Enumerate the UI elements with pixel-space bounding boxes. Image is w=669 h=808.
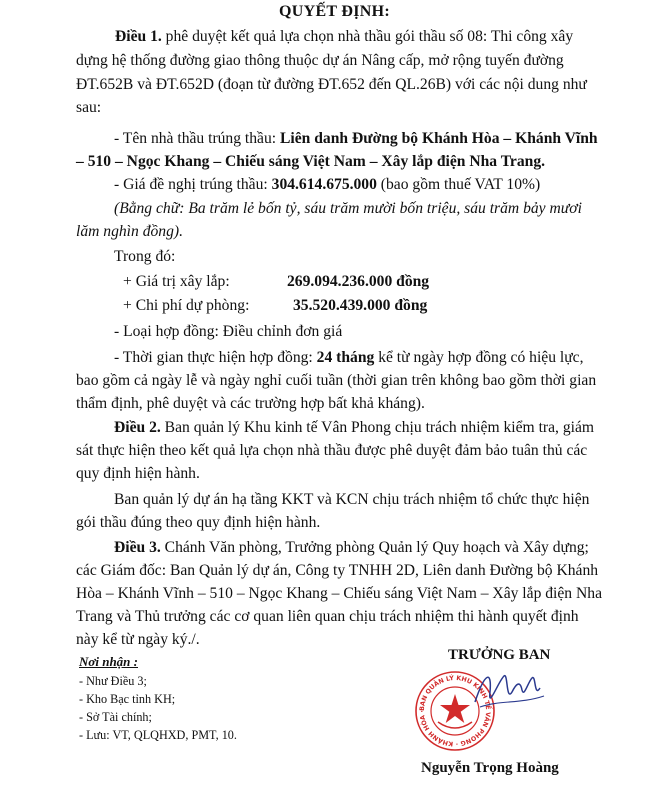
price-prefix: - Giá đề nghị trúng thầu:	[114, 176, 272, 193]
price-suffix: (bao gồm thuế VAT 10%)	[376, 176, 541, 193]
article-2-label: Điều 2.	[114, 419, 161, 436]
duration-line-2: bao gồm cả ngày lễ và ngày nghỉ cuối tuần (thời gian trên không bao gồm thời gian	[76, 372, 597, 389]
breakdown-label-construction: + Giá trị xây lắp:	[123, 273, 230, 290]
winner-prefix: - Tên nhà thầu trúng thầu:	[114, 130, 281, 147]
winner-line-1	[114, 129, 624, 148]
article-1-line-2: dựng hệ thống đường giao thông thuộc dự án Nâng cấp, mở rộng tuyến đường	[76, 52, 564, 69]
winner-name-2: – 510 – Ngọc Khang – Chiếu sáng Việt Nam – Xây lắp điện Nha Trang.	[76, 153, 546, 170]
article-3-label: Điều 3.	[114, 539, 161, 556]
recipient-item: - Như Điều 3;	[79, 674, 147, 688]
article-2-line-1	[114, 418, 624, 437]
article-1-line-3: ĐT.652B và ĐT.652D (đoạn từ đường ĐT.652 đến QL.26B) với các nội dung như	[76, 76, 587, 93]
article-2-line-3: quy định hiện hành.	[76, 465, 200, 482]
recipients-heading: Nơi nhận :	[79, 654, 138, 669]
handwritten-signature	[470, 662, 550, 722]
article-1-label: Điều 1.	[115, 28, 162, 45]
price-line	[114, 175, 624, 194]
signature-stroke	[475, 676, 540, 702]
article-1-line-4: sau:	[76, 99, 102, 116]
duration-line-3: thẩm định, phê duyệt và các trường hợp bất khả kháng).	[76, 395, 425, 412]
article-3-line-3: Hòa – Khánh Vĩnh – 510 – Ngọc Khang – Chiếu sáng Việt Nam – Xây lắp điện Nha	[76, 585, 602, 602]
breakdown-value-contingency: 35.520.439.000 đồng	[293, 297, 428, 314]
article-1-line-1	[115, 27, 625, 46]
breakdown-heading: Trong đó:	[114, 248, 176, 265]
price-words-2: lăm nghìn đồng).	[76, 223, 183, 240]
duration-line-1	[114, 348, 624, 367]
stamp-star-icon	[440, 694, 470, 723]
article-3-line-2: các Giám đốc: Ban Quản lý dự án, Công ty TNHH 2D, Liên danh Đường bộ Khánh	[76, 562, 599, 579]
article-1-text: phê duyệt kết quả lựa chọn nhà thầu gói thầu số 08: Thi công xây	[161, 28, 574, 45]
price-amount: 304.614.675.000	[271, 176, 377, 193]
stamp-text: BAN QUẢN LÝ KHU KINH TẾ VÂN PHONG · KHÁNH HÒA ·	[418, 674, 492, 748]
decision-title: QUYẾT ĐỊNH:	[278, 3, 391, 20]
contract-type: - Loại hợp đồng: Điều chỉnh đơn giá	[114, 323, 343, 340]
article-3-line-1	[114, 538, 624, 557]
article-2-line-2: sát thực hiện theo kết quả lựa chọn nhà thầu được phê duyệt đảm bảo tuân thủ các	[76, 442, 588, 459]
breakdown-label-contingency: + Chi phí dự phòng:	[123, 297, 250, 314]
article-2-text: Ban quản lý Khu kinh tế Vân Phong chịu trách nhiệm kiểm tra, giám	[160, 419, 595, 436]
duration-value: 24 tháng	[316, 349, 375, 366]
duration-suffix: kể từ ngày hợp đồng có hiệu lực,	[374, 349, 584, 366]
pmu-line-1: Ban quản lý dự án hạ tầng KKT và KCN chịu trách nhiệm tổ chức thực hiện	[114, 491, 590, 508]
recipient-item: - Kho Bạc tỉnh KH;	[79, 692, 176, 706]
duration-prefix: - Thời gian thực hiện hợp đồng:	[114, 349, 317, 366]
signer-title: TRƯỞNG BAN	[448, 647, 551, 663]
breakdown-value-construction: 269.094.236.000 đồng	[287, 273, 430, 290]
recipient-item: - Sở Tài chính;	[79, 710, 152, 724]
price-words-1: (Bằng chữ: Ba trăm lẻ bốn tỷ, sáu trăm mười bốn triệu, sáu trăm bảy mươi	[114, 200, 582, 217]
recipient-item: - Lưu: VT, QLQHXD, PMT, 10.	[79, 728, 237, 742]
article-3-text: Chánh Văn phòng, Trưởng phòng Quản lý Quy hoạch và Xây dựng;	[160, 539, 589, 556]
signer-name: Nguyễn Trọng Hoàng	[421, 760, 559, 776]
winner-name-1: Liên danh Đường bộ Khánh Hòa – Khánh Vĩnh	[280, 130, 598, 147]
stamp-emblem-base	[438, 722, 472, 728]
article-3-line-5: này kể từ ngày ký./.	[76, 631, 200, 648]
pmu-line-2: gói thầu đúng theo quy định hiện hành.	[76, 514, 321, 531]
article-3-line-4: Trang và Thủ trưởng các cơ quan liên quan chịu trách nhiệm thi hành quyết định	[76, 608, 579, 625]
